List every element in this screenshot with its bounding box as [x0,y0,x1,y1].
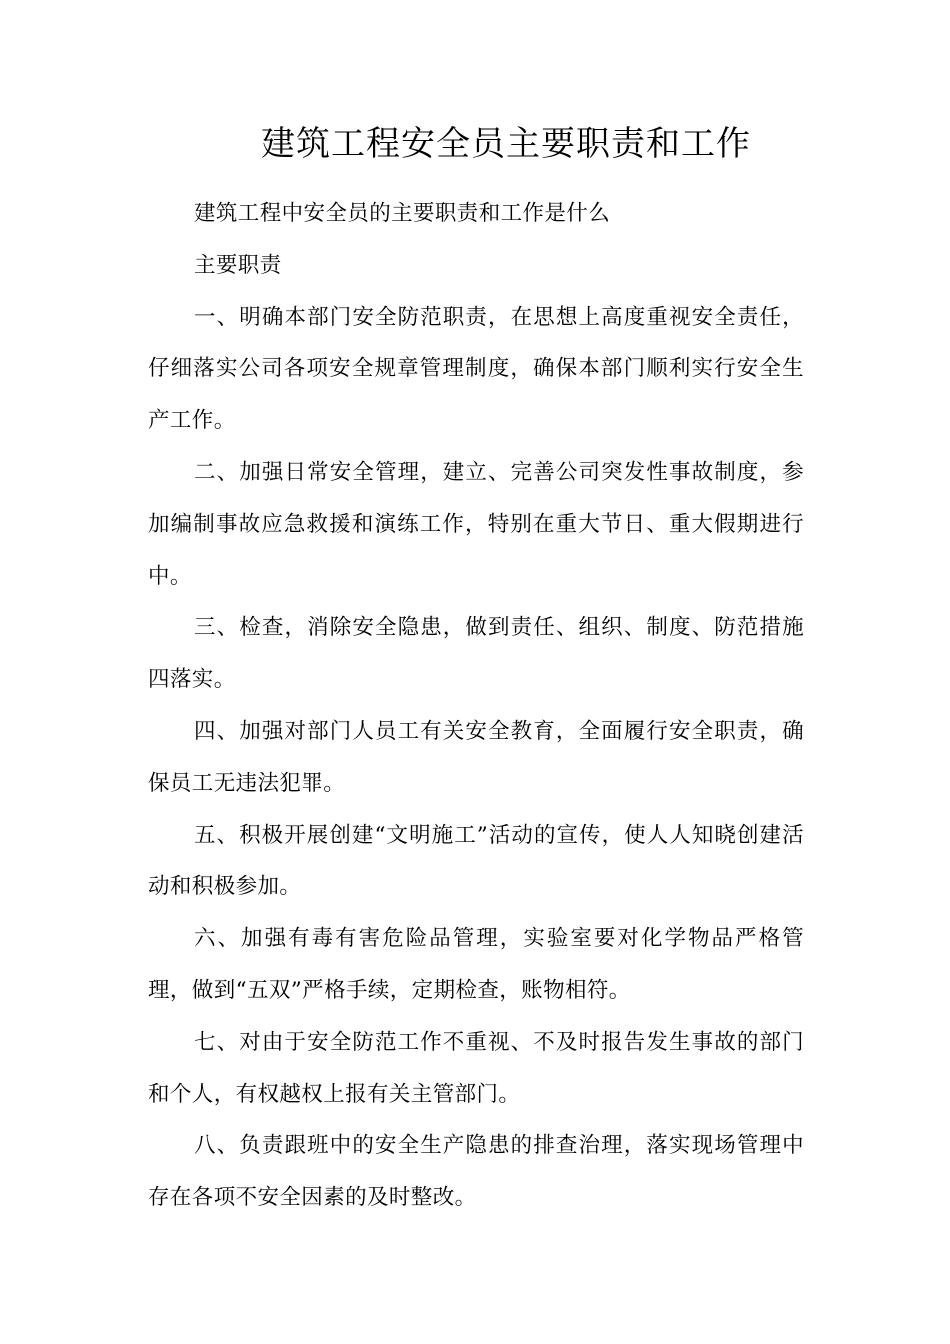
paragraph-heading-main-duties: 主要职责 [194,252,282,278]
paragraph-duty-3: 三、检查，消除安全隐患，做到责任、组织、制度、防范措施四落实。 [148,615,804,693]
paragraph-duty-5: 五、积极开展创建“文明施工”活动的宣传，使人人知晓创建活动和积极参加。 [148,822,804,900]
paragraph-duty-8: 八、负责跟班中的安全生产隐患的排查治理，落实现场管理中存在各项不安全因素的及时整改。 [148,1133,804,1211]
paragraph-question: 建筑工程中安全员的主要职责和工作是什么 [194,201,611,226]
paragraph-duty-7: 七、对由于安全防范工作不重视、不及时报告发生事故的部门和个人，有权越权上报有关主管部门。 [148,1029,804,1107]
paragraph-duty-6: 六、加强有毒有害危险品管理，实验室要对化学物品严格管理，做到“五双”严格手续，定期检查，账物相符。 [148,926,804,1003]
paragraph-duty-4: 四、加强对部门人员工有关安全教育，全面履行安全职责，确保员工无违法犯罪。 [148,718,804,796]
paragraph-duty-1: 一、明确本部门安全防范职责，在思想上高度重视安全责任，仔细落实公司各项安全规章管理制度，确保本部门顺利实行安全生产工作。 [148,304,804,434]
document-title: 建筑工程安全员主要职责和工作 [261,124,751,164]
paragraph-duty-2: 二、加强日常安全管理，建立、完善公司突发性事故制度，参加编制事故应急救援和演练工作，特别在重大节日、重大假期进行中。 [148,459,804,589]
document-body [148,188,804,1224]
